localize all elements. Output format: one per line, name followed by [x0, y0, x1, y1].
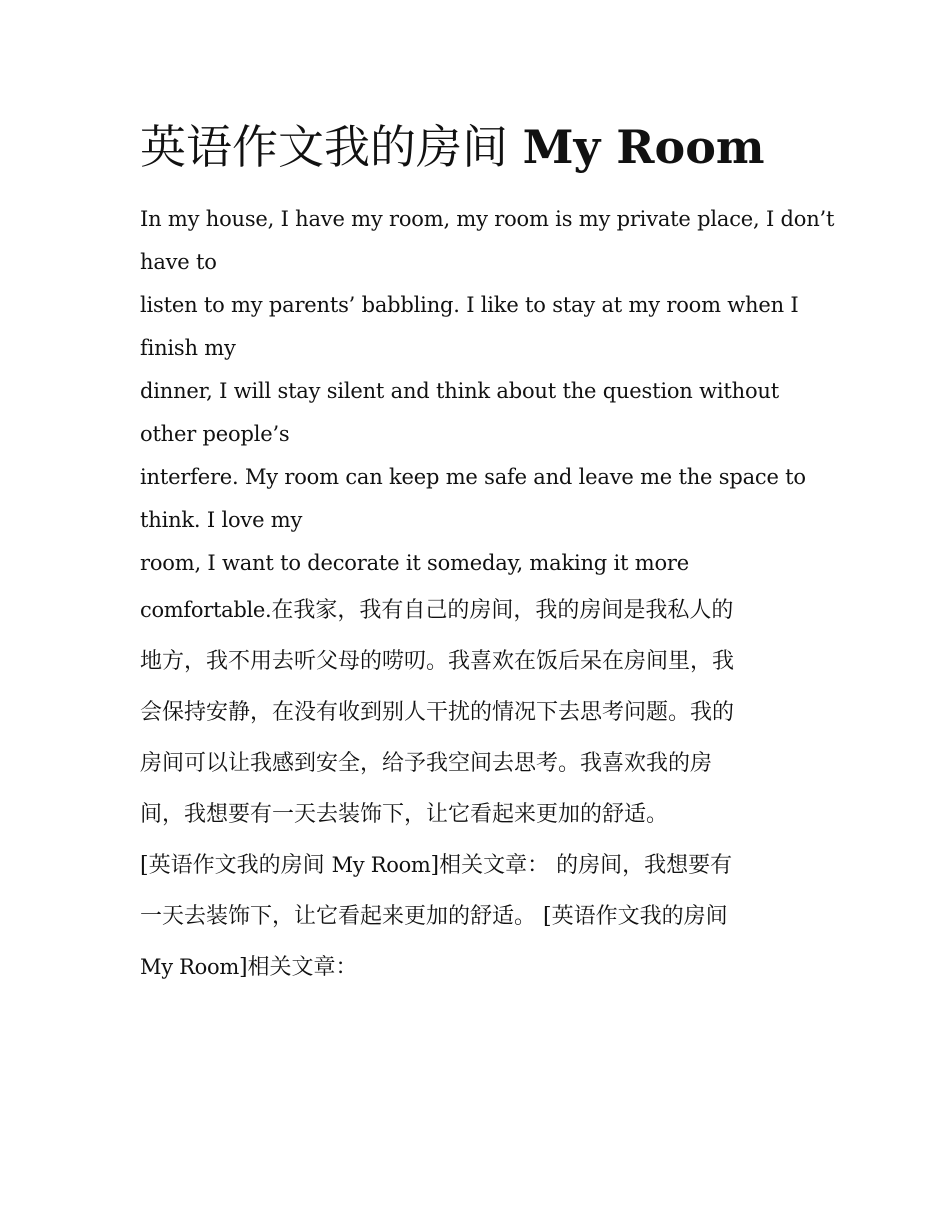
- essay-line-end: comfortable.: [140, 598, 272, 622]
- essay-line: dinner, I will stay silent and think about the question without: [140, 379, 779, 403]
- essay-line: room, I want to decorate it someday, making it more: [140, 551, 689, 575]
- essay-line: other people’s: [140, 422, 290, 446]
- essay-line: interfere. My room can keep me safe and leave me the space to: [140, 465, 806, 489]
- related-title-en: My Room: [140, 955, 239, 979]
- essay-line: In my house, I have my room, my room is my private place, I don’t: [140, 207, 835, 231]
- related-articles-line: [140, 942, 820, 993]
- translation-line: 间，我想要有一天去装饰下，让它看起来更加的舒适。: [140, 802, 669, 827]
- related-prefix: [英语作文我的房间: [140, 853, 332, 878]
- related-suffix: ]相关文章：: [238, 955, 358, 980]
- essay-line: listen to my parents’ babbling. I like to stay at my room when I: [140, 293, 799, 317]
- english-essay: [140, 198, 835, 585]
- translation-line: [140, 585, 820, 636]
- related-title-en: My Room: [331, 853, 431, 877]
- document-title: [140, 116, 765, 178]
- translation-line: 房间可以让我感到安全，给予我空间去思考。我喜欢我的房: [140, 751, 713, 776]
- translation-line: 会保持安静，在没有收到别人干扰的情况下去思考问题。我的: [140, 700, 735, 725]
- title-english: My Room: [522, 120, 765, 174]
- related-articles-line: 一天去装饰下，让它看起来更加的舒适。 [英语作文我的房间: [140, 904, 728, 929]
- essay-line: finish my: [140, 336, 236, 360]
- title-chinese: 英语作文我的房间: [140, 120, 508, 174]
- translation-start: 在我家，我有自己的房间，我的房间是我私人的: [271, 598, 734, 623]
- related-articles-line: [140, 840, 820, 891]
- chinese-translation: [140, 585, 820, 993]
- related-suffix: ]相关文章： 的房间，我想要有: [430, 853, 733, 878]
- essay-line: think. I love my: [140, 508, 303, 532]
- translation-line: 地方，我不用去听父母的唠叨。我喜欢在饭后呆在房间里，我: [140, 649, 735, 674]
- essay-line: have to: [140, 250, 217, 274]
